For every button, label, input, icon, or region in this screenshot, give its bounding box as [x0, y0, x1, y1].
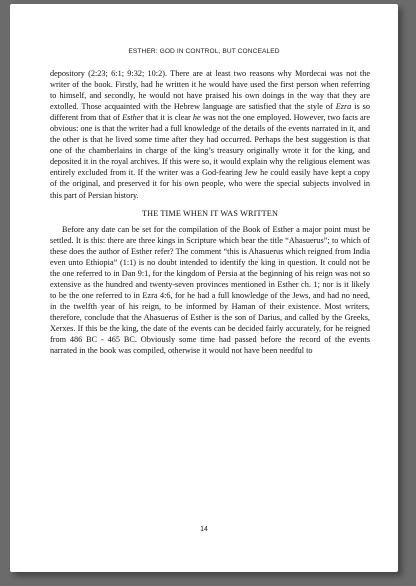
- document-page: [10, 4, 398, 572]
- paragraph-authorship: [50, 68, 370, 201]
- italic-he: he: [192, 113, 201, 123]
- text-span: is so different from that of: [50, 102, 370, 123]
- text-span: depository (2:23; 6:1; 9:32; 10:2). There are at least two reasons why Mordecai was not the writer of the book. Firstly, had he written it he would have used the first person when referring to himself, and secondly, he would not have praised his own doings in the way that they are extolled. Those acquainted with the Hebrew language are satisfied that the style of: [50, 69, 370, 112]
- italic-book-esther: Esther: [122, 113, 144, 123]
- page-number: 14: [200, 526, 208, 533]
- text-span: was not the one employed. However, two facts are obvious: one is that the writer had a full knowledge of the details of the events narrated in it, and the other is that he lived some time after they had occurred. Perhaps the best suggestion is that one of the chamberlains in charge of the king’s treasury originally wrote it for the king, and deposited it in the royal archives. If this were so, it would explain why the religious element was entirely excluded from it. If the writer was a God-fearing Jew he could easily have kept a copy of the original, and preserved it for his own people, who were the special subjects involved in this part of Persian history.: [50, 113, 371, 200]
- running-header: ESTHER: GOD IN CONTROL, BUT CONCEALED: [128, 48, 280, 55]
- italic-book-ezra: Ezra: [335, 102, 352, 112]
- text-span: that it is clear: [143, 113, 193, 123]
- page-body: [50, 68, 370, 356]
- section-heading: THE TIME WHEN IT WAS WRITTEN: [141, 208, 279, 218]
- paragraph-date: Before any date can be set for the compilation of the Book of Esther a major point must be settled. It is this: there are three kings in Scripture which bear the title “Ahasuerus”; to which of these does the author of Esther refer? The comment “this is Ahasuerus which reigned from India even unto Ethiopia” (1:1) is no doubt intended to identify the king in question. It could not be the one referred to in Dan 9:1, for the kingdom of Persia at the beginning of his reign was not so extensive as the hundred and twenty-seven provinces mentioned in Esther ch. 1; nor is it likely to be the one referred to in Ezra 4:6, for he had a full knowledge of the Jews, and had no need, in the twelfth year of his reign, to be informed by Haman of their existence. Most writers, therefore, conclude that the Ahasuerus of Esther is the son of Darius, and called by the Greeks, Xerxes. If this be the king, the date of the events can be decided fairly accurately, for he reigned from 486 BC - 465 BC. Obviously some time had passed before the record of the events narrated in the book was compiled, otherwise it would not have been needful to: [50, 224, 370, 356]
